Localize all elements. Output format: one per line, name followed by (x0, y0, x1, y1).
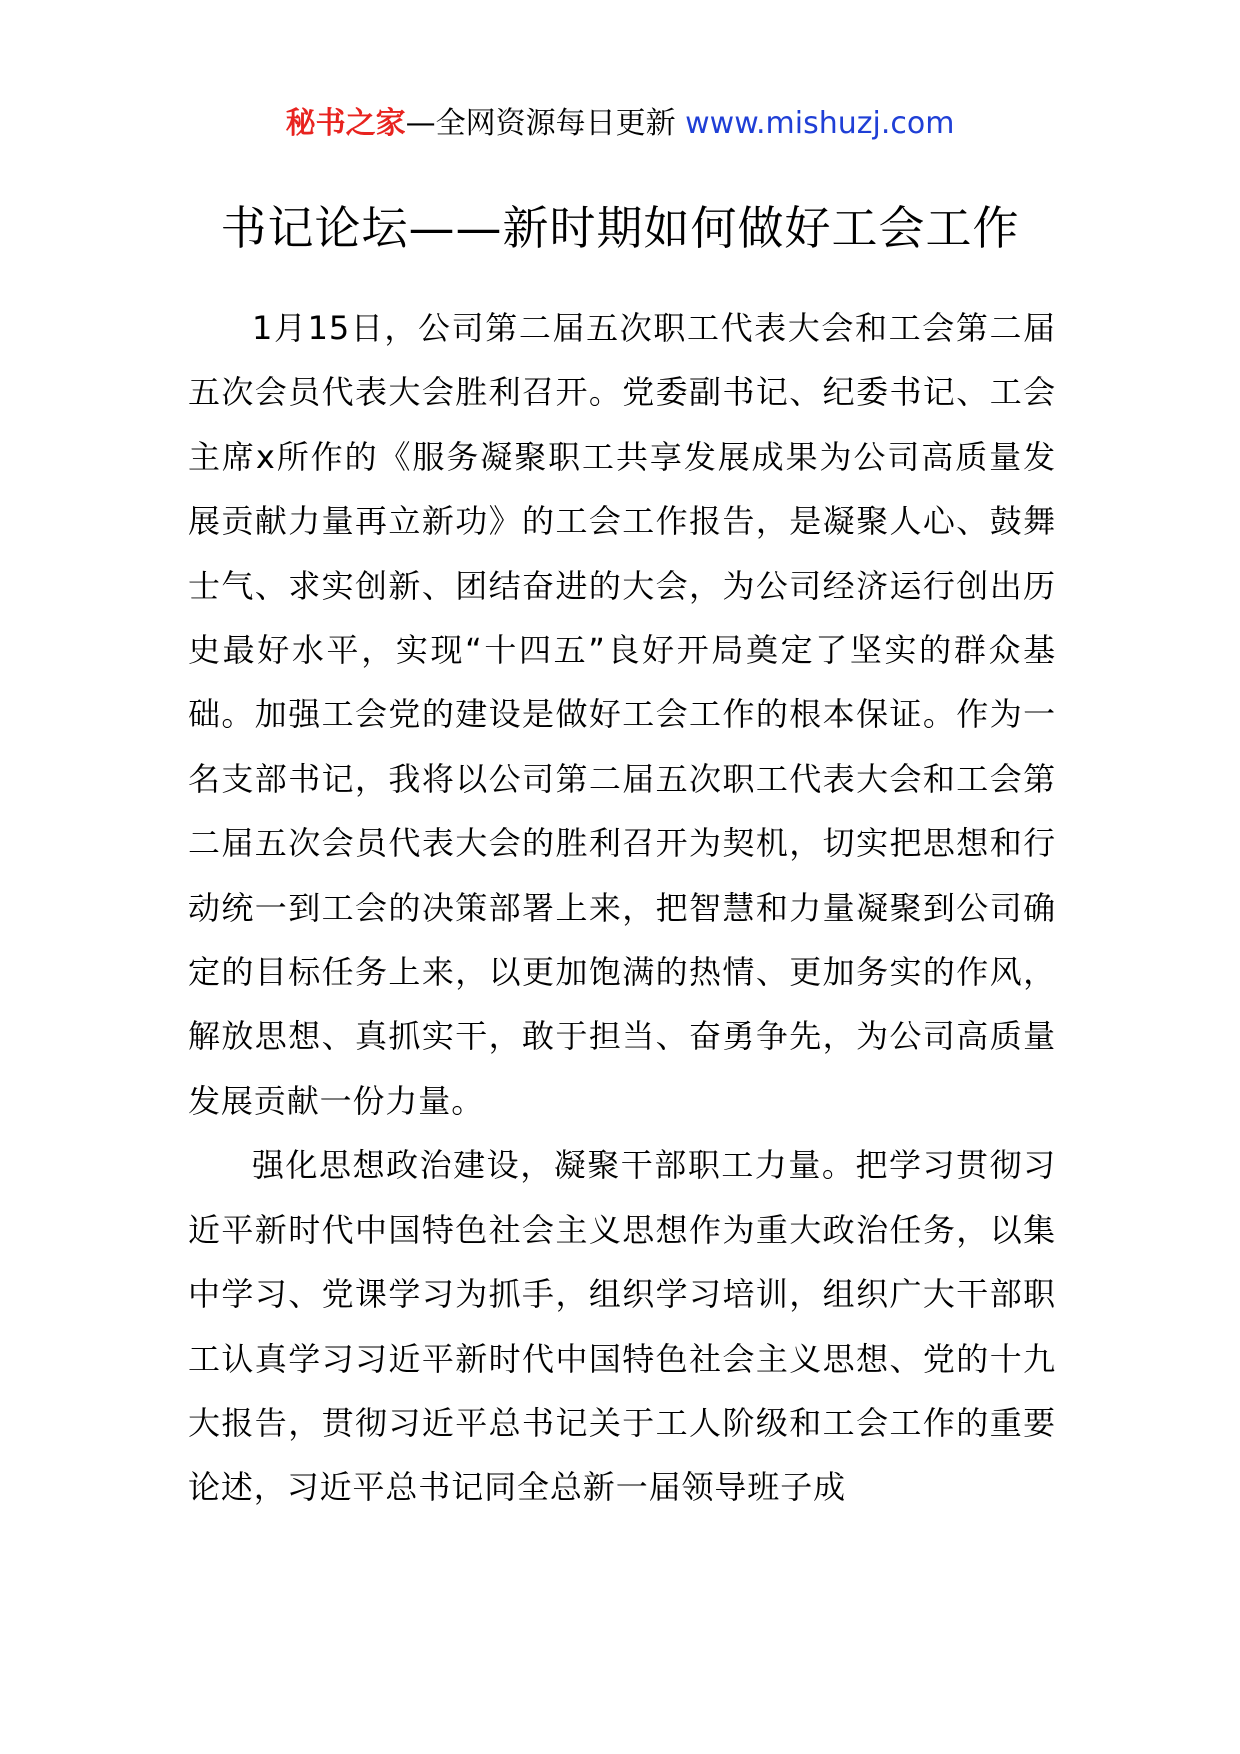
document-title: 书记论坛——新时期如何做好工会工作 (220, 201, 1020, 255)
site-brand: 秘书之家 (285, 106, 406, 141)
site-header (0, 102, 1240, 146)
paragraph: 1月15日，公司第二届五次职工代表大会和工会第二届五次会员代表大会胜利召开。党委副书记、纪委书记、工会主席x所作的《服务凝聚职工共享发展成果为公司高质量发展贡献力量再立新功》的工会工作报告，是凝聚人心、鼓舞士气、求实创新、团结奋进的大会，为公司经济运行创出历史最好水平，实现“十四五”良好开局奠定了坚实的群众基础。加强工会党的建设是做好工会工作的根本保证。作为一名支部书记，我将以公司第二届五次职工代表大会和工会第二届五次会员代表大会的胜利召开为契机，切实把思想和行动统一到工会的决策部署上来，把智慧和力量凝聚到公司确定的目标任务上来，以更加饱满的热情、更加务实的作风，解放思想、真抓实干，敢于担当、奋勇争先，为公司高质量发展贡献一份力量。 (188, 309, 1056, 1120)
paragraph: 强化思想政治建设，凝聚干部职工力量。把学习贯彻习近平新时代中国特色社会主义思想作为重大政治任务，以集中学习、党课学习为抓手，组织学习培训，组织广大干部职工认真学习习近平新时代中国特色社会主义思想、党的十九大报告，贯彻习近平总书记关于工人阶级和工会工作的重要论述，习近平总书记同全总新一届领导班子成 (188, 1146, 1056, 1507)
document-body (188, 296, 1056, 1520)
site-url-link[interactable]: www.mishuzj.com (685, 106, 955, 141)
site-tagline: —全网资源每日更新 (405, 106, 686, 141)
